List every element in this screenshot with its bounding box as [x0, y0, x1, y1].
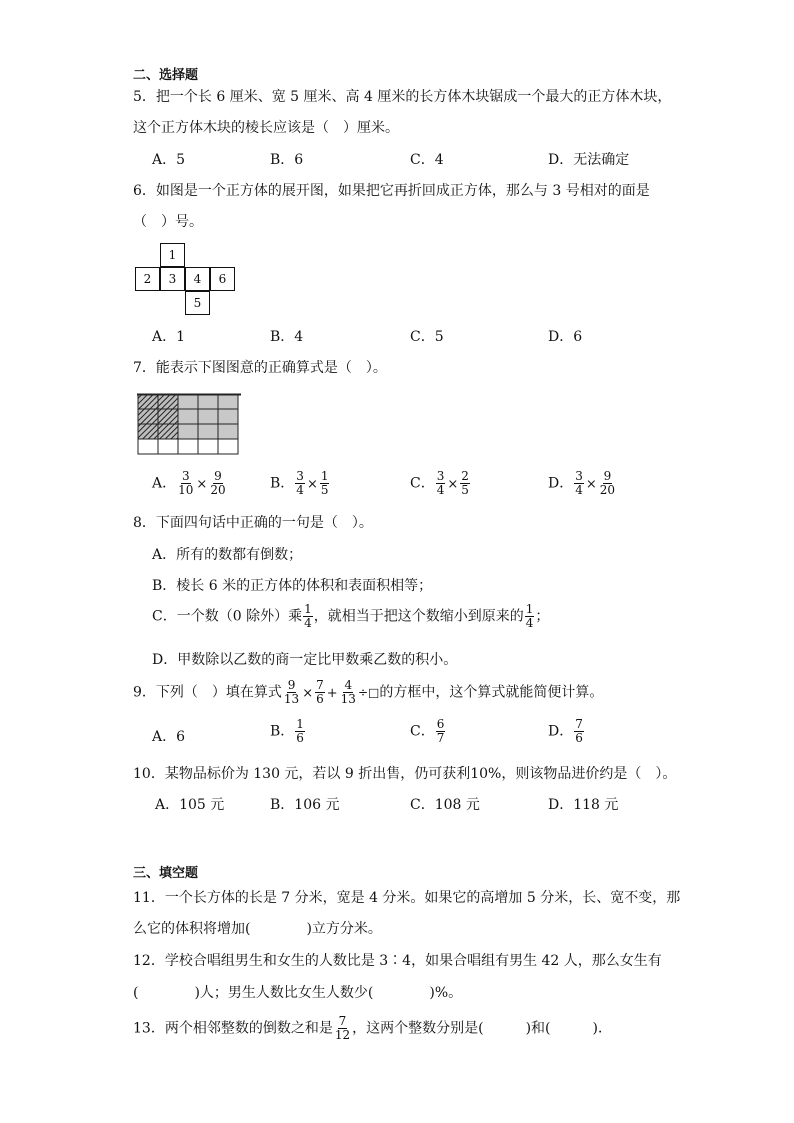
q6-option-c[interactable]: C．5	[410, 329, 444, 345]
q10-option-c[interactable]: C．108 元	[410, 797, 480, 813]
q8-text-line1: 8．下面四句话中正确的一句是（ ）。	[133, 515, 373, 531]
q7-option-a[interactable]: A． $\frac{3}{10}$ × $\frac{9}{20}$	[152, 469, 226, 497]
q13-text-post: ，这两个整数分别是( )和( )．	[352, 1020, 612, 1037]
q7-option-a-label: A．	[152, 475, 177, 492]
q7-b-frac2: $\frac{1}{5}$	[320, 469, 329, 497]
q8-option-d[interactable]: D．甲数除以乙数的商一定比甲数乘乙数的积小。	[152, 652, 458, 668]
q8-c-text-1: C．一个数（0 除外）乘	[152, 608, 303, 625]
q7-option-b-label: B．	[270, 475, 295, 492]
q10-option-a[interactable]: A．105 元	[155, 797, 225, 813]
net-face-3: 3	[160, 267, 185, 291]
q8-c-text-3: ；	[535, 608, 550, 625]
q9-option-a-label: A．	[152, 729, 177, 745]
q6-option-d[interactable]: D．6	[548, 329, 583, 345]
section-title-choice: 二、选择题	[133, 68, 199, 83]
q8-c-frac1: $\frac{1}{4}$	[304, 602, 312, 630]
fraction-grid-diagram	[137, 393, 241, 455]
q5-option-a[interactable]: A．5	[152, 152, 186, 168]
q8-option-b[interactable]: B．棱长 6 米的正方体的体积和表面积相等；	[152, 578, 433, 594]
q7-option-b[interactable]: B． $\frac{3}{4}$ × $\frac{1}{5}$	[270, 469, 329, 497]
q13-text-pre: 13．两个相邻整数的倒数之和是	[133, 1020, 333, 1037]
q8-option-c[interactable]	[152, 603, 549, 630]
q9-option-c[interactable]	[410, 718, 446, 745]
q7-c-frac1: $\frac{3}{4}$	[436, 469, 445, 497]
q7-c-frac2: $\frac{2}{5}$	[461, 469, 469, 497]
q7-a-frac1: $\frac{3}{10}$	[178, 469, 194, 497]
q13-frac: $\frac{7}{12}$	[334, 1014, 351, 1042]
net-face-5: 5	[185, 291, 210, 315]
net-face-1: 1	[160, 243, 185, 267]
q12-text-line2: ( )人；男生人数比女生人数少( )%。	[133, 985, 463, 1001]
q6-text-line2: （ ）号。	[133, 214, 203, 230]
q9-b-frac: $\frac{1}{6}$	[296, 717, 304, 745]
q6-option-b[interactable]: B．4	[270, 329, 304, 345]
q10-text-line1: 10．某物品标价为 130 元，若以 9 折出售，仍可获利10%，则该物品进价约是（ ）。	[133, 766, 677, 782]
q9-option-a[interactable]	[152, 728, 185, 746]
q5-text-line2: 这个正方体木块的棱长应该是（ ）厘米。	[133, 120, 399, 136]
q9-option-b[interactable]	[270, 718, 306, 745]
net-face-4: 4	[185, 267, 210, 291]
q9-frac3: $\frac{4}{13}$	[340, 678, 356, 706]
q7-d-frac2: $\frac{9}{20}$	[599, 469, 616, 497]
net-face-2: 2	[135, 267, 160, 291]
q13-text	[133, 1015, 612, 1042]
q10-option-b[interactable]: B．106 元	[270, 797, 340, 813]
q7-option-d[interactable]: D． $\frac{3}{4}$ × $\frac{9}{20}$	[548, 469, 616, 497]
q9-c-frac: $\frac{6}{7}$	[436, 717, 445, 745]
q7-text-line1: 7．能表示下图图意的正确算式是（ ）。	[133, 360, 387, 376]
q9-text: 9．下列（ ）填在算式 $\frac{9}{13}$ × $\frac{7}{6}$ + $\frac{4}{13}$ ÷□的方框中，这个算式就能简便计算。	[133, 678, 604, 706]
net-face-6: 6	[210, 267, 235, 291]
q9-text-pre: 9．下列（ ）填在算式	[133, 684, 282, 701]
q9-option-c-label: C．	[410, 723, 435, 740]
q11-text-line2: 么它的体积将增加( )立方分米。	[133, 921, 382, 937]
q7-b-frac1: $\frac{3}{4}$	[296, 469, 304, 497]
q7-d-frac1: $\frac{3}{4}$	[575, 469, 583, 497]
q7-option-c[interactable]: C． $\frac{3}{4}$ × $\frac{2}{5}$	[410, 469, 469, 497]
q12-text-line1: 12．学校合唱组男生和女生的人数比是 3∶4，如果合唱组有男生 42 人，那么女生有	[133, 953, 662, 969]
q5-option-c[interactable]: C．4	[410, 152, 444, 168]
q7-a-frac2: $\frac{9}{20}$	[210, 469, 226, 497]
q6-text-line1: 6．如图是一个正方体的展开图，如果把它再折回成正方体，那么与 3 号相对的面是	[133, 183, 650, 199]
q9-option-d-label: D．	[548, 723, 574, 740]
q5-option-d[interactable]: D．无法确定	[548, 152, 630, 168]
q9-d-frac: $\frac{7}{6}$	[575, 717, 583, 745]
q10-option-d[interactable]: D．118 元	[548, 797, 619, 813]
q7-option-c-label: C．	[410, 475, 435, 492]
q9-expr-tail: ÷□	[357, 685, 380, 700]
q9-frac2: $\frac{7}{6}$	[316, 678, 324, 706]
q8-c-frac2: $\frac{1}{4}$	[525, 602, 534, 630]
q9-frac1: $\frac{9}{13}$	[283, 678, 300, 706]
q11-text-line1: 11．一个长方体的长是 7 分米，宽是 4 分米。如果它的高增加 5 分米，长、宽不变，那	[133, 890, 681, 906]
q8-c-text-2: ，就相当于把这个数缩小到原来的	[313, 608, 524, 625]
q6-option-a[interactable]: A．1	[152, 329, 186, 345]
q9-option-b-label: B．	[270, 723, 295, 740]
q9-option-d[interactable]	[548, 718, 585, 745]
q7-option-d-label: D．	[548, 475, 574, 492]
q5-text-line1: 5．把一个长 6 厘米、宽 5 厘米、高 4 厘米的长方体木块锯成一个最大的正方体木块，	[133, 89, 672, 105]
q8-option-a[interactable]: A．所有的数都有倒数；	[152, 547, 303, 563]
q5-option-b[interactable]: B．6	[270, 152, 304, 168]
section-title-fill-blank: 三、填空题	[133, 866, 199, 881]
q9-option-a-value: 6	[176, 729, 186, 745]
q9-text-post: 的方框中，这个算式就能简便计算。	[379, 684, 604, 701]
